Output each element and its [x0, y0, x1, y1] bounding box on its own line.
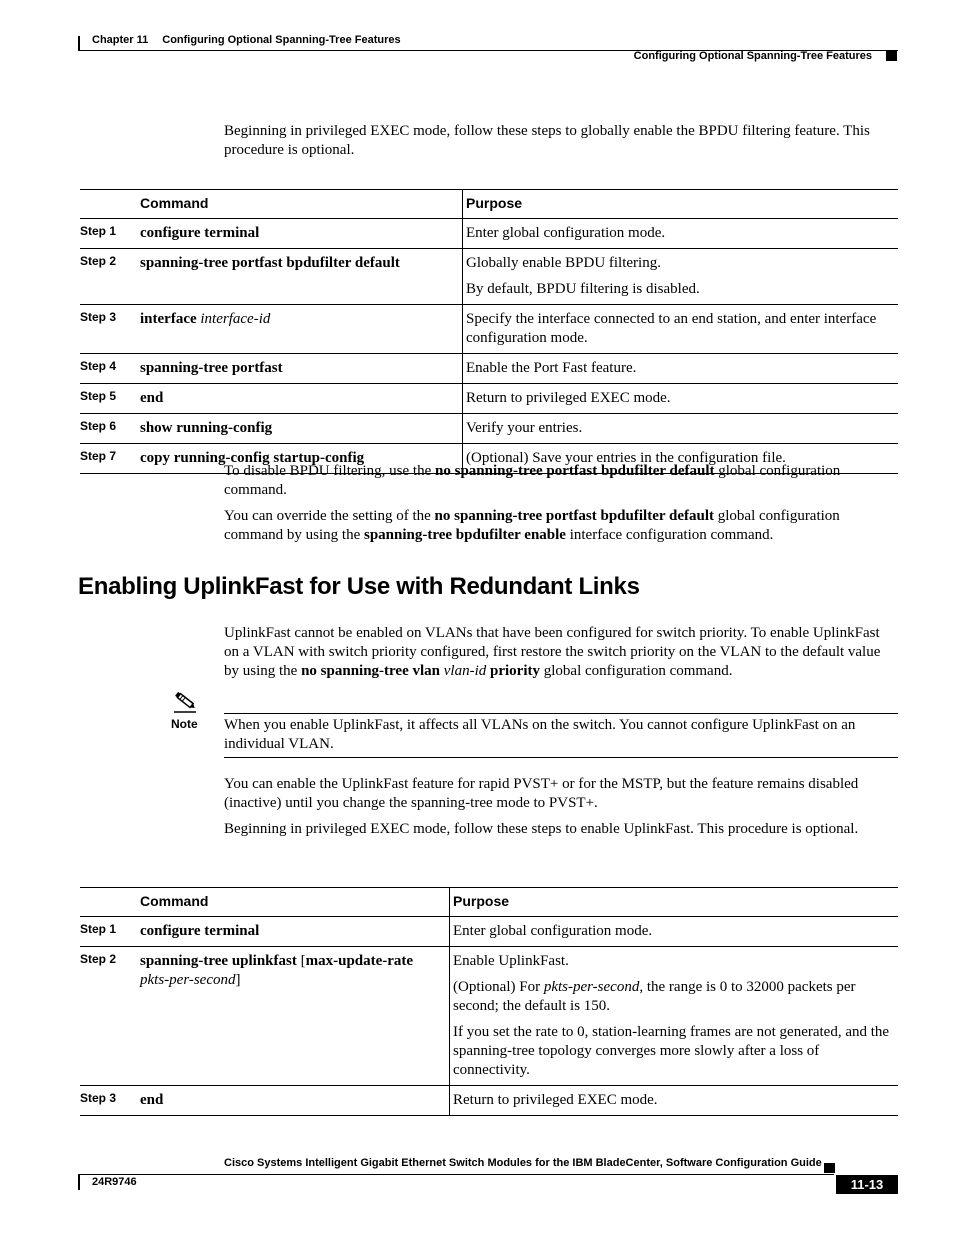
pencil-note-icon — [172, 690, 198, 714]
purpose-cell — [463, 219, 898, 248]
command-text: no spanning-tree portfast bpdufilter default — [435, 463, 715, 479]
chapter-number: Chapter 11 — [92, 34, 149, 46]
override-paragraph — [224, 507, 896, 545]
command-cell — [136, 219, 463, 248]
command-cell — [136, 1086, 450, 1115]
purpose-cell: Return to privileged EXEC mode. — [453, 1092, 658, 1108]
table-row — [80, 414, 898, 444]
purpose-line: Enable the Port Fast feature. — [466, 360, 637, 376]
argument-text: pkts-per-second — [140, 972, 236, 988]
table-row — [80, 947, 898, 1086]
text: ] — [235, 972, 241, 988]
header-rule-vertical — [78, 36, 80, 51]
column-header-command: Command — [136, 888, 450, 916]
table-row — [80, 917, 898, 947]
command-cell — [136, 249, 463, 304]
footer-rule-vertical — [78, 1174, 80, 1190]
bpdu-filter-steps-table — [80, 189, 898, 474]
step-label: Step 4 — [80, 359, 117, 373]
purpose-line — [453, 978, 895, 1016]
purpose-cell — [463, 384, 898, 413]
text: [ — [296, 953, 306, 969]
table-row — [80, 384, 898, 414]
note-rule-bottom — [224, 757, 898, 758]
purpose-line: Return to privileged EXEC mode. — [466, 390, 671, 406]
command-cell — [136, 384, 463, 413]
step-label: Step 3 — [80, 310, 117, 324]
section-heading: Enabling UplinkFast for Use with Redundant Links — [78, 573, 640, 600]
chapter-title: Configuring Optional Spanning-Tree Features — [162, 34, 401, 46]
uplinkfast-paragraph — [224, 624, 896, 681]
command-text: spanning-tree portfast bpdufilter default — [140, 255, 400, 271]
purpose-line: By default, BPDU filtering is disabled. — [466, 281, 700, 297]
argument-text: pkts-per-second — [543, 979, 640, 995]
command-text: spanning-tree portfast — [140, 360, 283, 376]
text: global configuration command. — [224, 463, 841, 498]
purpose-line: Specify the interface connected to an end station, and enter interface configuration mode. — [466, 311, 877, 346]
text: To disable BPDU filtering, use the — [224, 463, 436, 479]
text: You can override the setting of the — [224, 508, 435, 524]
command-cell — [136, 414, 463, 443]
note-label: Note — [171, 717, 198, 731]
header-marker — [886, 51, 897, 61]
command-text: end — [140, 1092, 164, 1108]
argument-text: interface-id — [200, 311, 271, 327]
column-header-purpose: Purpose — [453, 893, 510, 909]
text: global configuration command. — [540, 663, 733, 679]
table-row — [80, 354, 898, 384]
command-cell — [136, 305, 463, 353]
purpose-cell — [463, 305, 898, 353]
table-row — [80, 219, 898, 249]
text: , the range is 0 to 32000 packets per second; the default is 150. — [453, 979, 856, 1014]
purpose-line: Verify your entries. — [466, 420, 583, 436]
command-text: show running-config — [140, 420, 273, 436]
step-label: Step 3 — [80, 1091, 117, 1105]
text: UplinkFast cannot be enabled on VLANs that have been configured for switch priority. To enable UplinkFast on a VLAN with switch priority configured, first restore the switch priority on the VLAN to the default value by using the — [224, 625, 881, 679]
uplinkfast-intro-paragraph: Beginning in privileged EXEC mode, follow these steps to enable UplinkFast. This procedure is optional. — [224, 821, 859, 837]
command-cell — [136, 917, 450, 946]
step-label: Step 6 — [80, 419, 117, 433]
uplinkfast-steps-table — [80, 887, 898, 1116]
footer-rule — [78, 1174, 834, 1175]
command-cell — [136, 354, 463, 383]
step-label: Step 1 — [80, 224, 117, 238]
step-label: Step 5 — [80, 389, 117, 403]
purpose-line: (Optional) Save your entries in the configuration file. — [466, 450, 786, 466]
table-header-row — [80, 887, 898, 917]
command-cell — [136, 947, 450, 1085]
column-header-purpose: Purpose — [466, 195, 523, 211]
footer-book-title: Cisco Systems Intelligent Gigabit Ethernet Switch Modules for the IBM BladeCenter, Software Configuration Guide — [224, 1157, 822, 1169]
table-row — [80, 305, 898, 354]
purpose-cell: Enter global configuration mode. — [453, 923, 653, 939]
purpose-cell — [450, 947, 898, 1085]
command-text: configure terminal — [140, 923, 260, 939]
command-text: configure terminal — [140, 225, 260, 241]
column-header-command: Command — [136, 190, 463, 218]
purpose-line: If you set the rate to 0, station-learning frames are not generated, and the spanning-tree topology converges more slowly after a loss of connectivity. — [453, 1024, 890, 1078]
step-label: Step 2 — [80, 952, 117, 966]
purpose-line: Globally enable BPDU filtering. — [466, 255, 661, 271]
command-text: interface — [140, 311, 197, 327]
purpose-line: Enter global configuration mode. — [466, 225, 666, 241]
step-label: Step 7 — [80, 449, 117, 463]
table-row — [80, 249, 898, 305]
text: (Optional) For — [453, 979, 544, 995]
purpose-cell — [463, 354, 898, 383]
pvst-paragraph: You can enable the UplinkFast feature for rapid PVST+ or for the MSTP, but the feature remains disabled (inactive) until you change the spanning-tree mode to PVST+. — [224, 776, 859, 811]
page-number: 11-13 — [836, 1175, 898, 1194]
command-text: spanning-tree uplinkfast — [140, 953, 297, 969]
purpose-line: Enable UplinkFast. — [453, 953, 569, 969]
command-text: no spanning-tree portfast bpdufilter default — [434, 508, 714, 524]
footer-doc-number: 24R9746 — [92, 1176, 137, 1188]
step-label: Step 1 — [80, 922, 117, 936]
command-text: spanning-tree bpdufilter enable — [363, 527, 566, 543]
command-text: max-update-rate — [305, 953, 414, 969]
step-label: Step 2 — [80, 254, 117, 268]
footer-marker — [824, 1163, 835, 1173]
table-row — [80, 1086, 898, 1116]
command-text: end — [140, 390, 164, 406]
command-text: no spanning-tree vlan — [301, 663, 441, 679]
table-header-row — [80, 189, 898, 219]
command-text: copy running-config startup-config — [140, 450, 365, 466]
purpose-cell — [463, 414, 898, 443]
intro-paragraph: Beginning in privileged EXEC mode, follow these steps to globally enable the BPDU filtering feature. This procedure is optional. — [224, 123, 870, 158]
header-chapter — [92, 34, 401, 46]
note-rule-top — [224, 713, 898, 714]
text: global configuration command by using the — [224, 508, 840, 543]
header-section-title: Configuring Optional Spanning-Tree Features — [633, 50, 872, 62]
argument-text: vlan-id — [443, 663, 487, 679]
command-text: priority — [490, 663, 541, 679]
purpose-cell — [463, 249, 898, 304]
text: interface configuration command. — [565, 527, 774, 543]
disable-bpdu-paragraph — [224, 462, 896, 500]
note-text: When you enable UplinkFast, it affects all VLANs on the switch. You cannot configure UplinkFast on an individual VLAN. — [224, 717, 856, 752]
